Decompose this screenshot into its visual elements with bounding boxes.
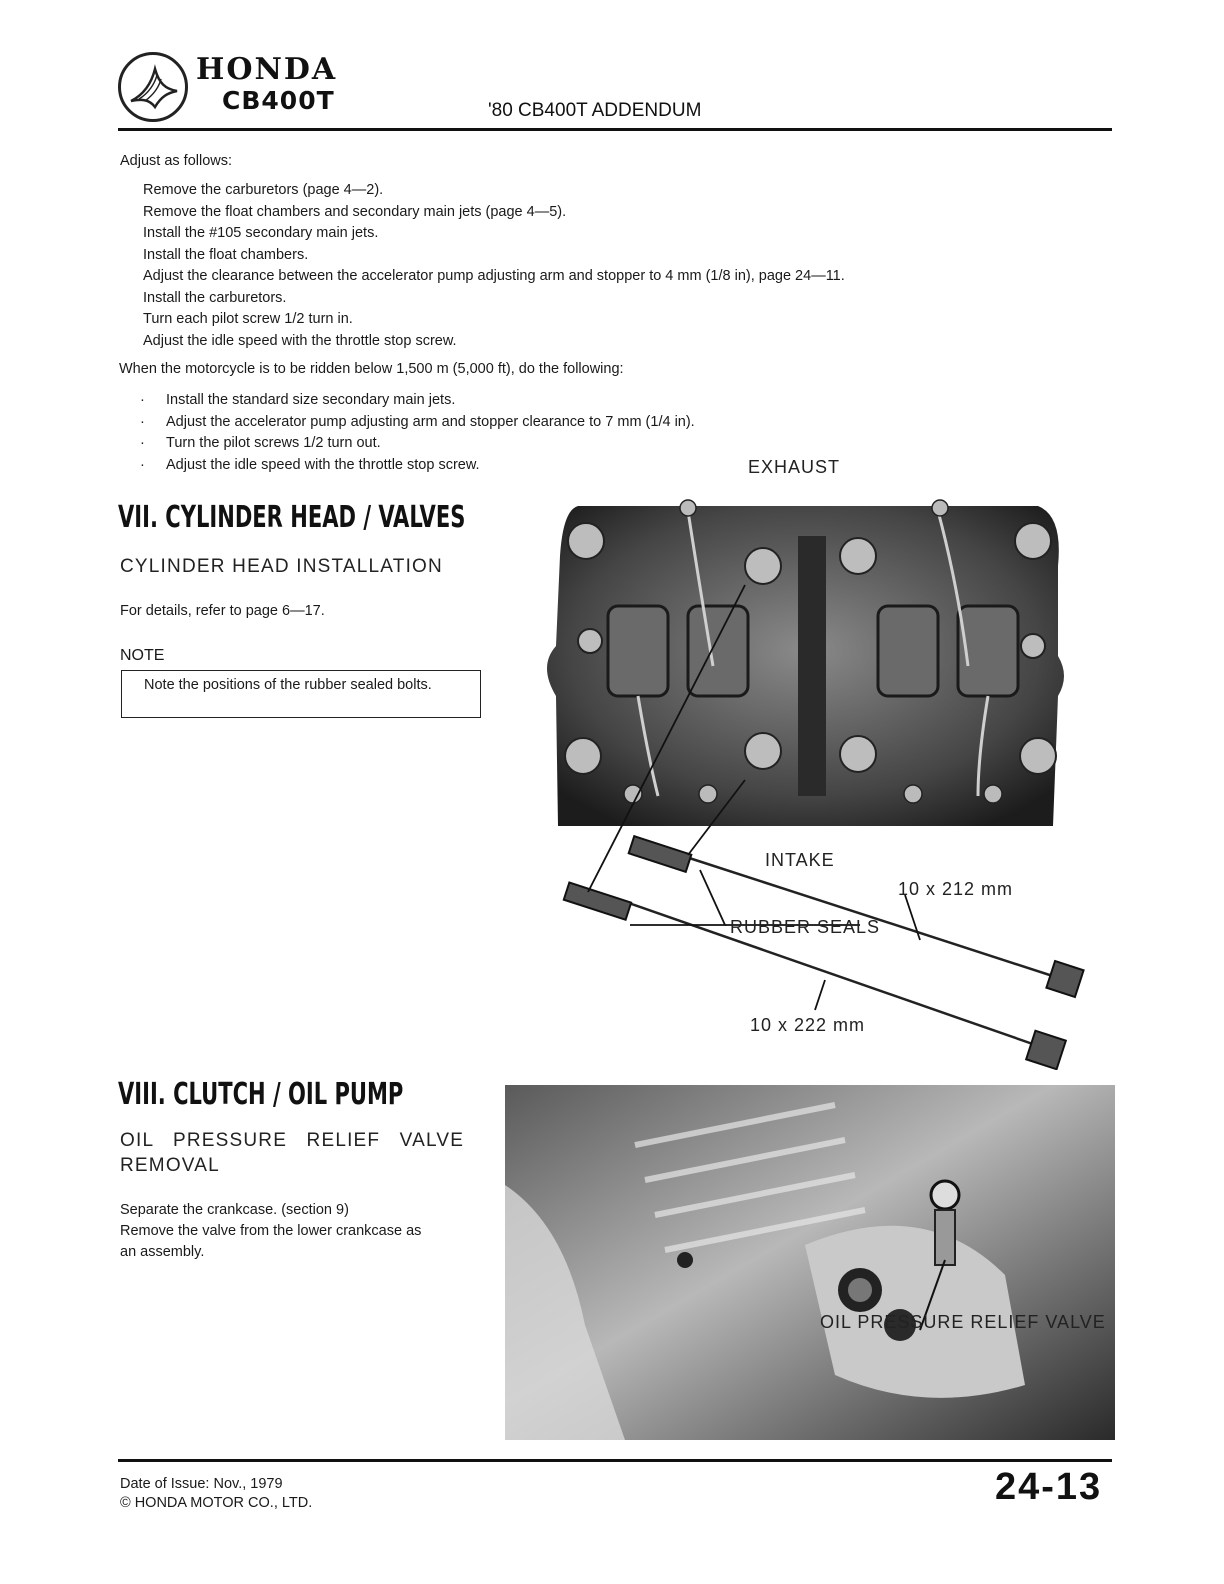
label-intake: INTAKE xyxy=(765,850,835,870)
list-item: · Adjust the accelerator pump adjusting arm and stopper clearance to 7 mm (1/4 in). xyxy=(140,413,695,430)
note-box: Note the positions of the rubber sealed bolts. xyxy=(121,670,481,718)
step-item: Remove the float chambers and secondary main jets (page 4—5). xyxy=(143,203,567,220)
brand-name: HONDA xyxy=(196,52,338,87)
page-number: 24-13 xyxy=(995,1466,1103,1508)
label-bolt-212mm: 10 x 212 mm xyxy=(898,879,1014,899)
model-name: CB400T xyxy=(222,86,335,115)
bolt-diagram xyxy=(560,570,1090,1070)
step-item: Turn each pilot screw 1/2 turn in. xyxy=(143,311,353,327)
low-altitude-list xyxy=(140,390,695,476)
instruction-line: Remove the valve from the lower crankcase as xyxy=(120,1223,422,1239)
step-item: Install the #105 secondary main jets. xyxy=(143,225,379,241)
intro-text: Adjust as follows: xyxy=(120,153,233,169)
list-item: · Turn the pilot screws 1/2 turn out. xyxy=(140,435,381,451)
label-rubber-seals: RUBBER SEALS xyxy=(730,917,881,937)
step-item: Install the float chambers. xyxy=(143,246,309,263)
instruction-line: Separate the crankcase. (section 9) xyxy=(120,1202,349,1218)
step-item: Install the carburetors. xyxy=(143,289,287,306)
label-exhaust: EXHAUST xyxy=(748,457,841,477)
copyright: © HONDA MOTOR CO., LTD. xyxy=(120,1495,313,1511)
instruction-line: an assembly. xyxy=(120,1244,205,1260)
low-altitude-intro: When the motorcycle is to be ridden below 1,500 m (5,000 ft), do the following: xyxy=(119,361,624,377)
footer-rule xyxy=(118,1459,1112,1462)
list-item: · Install the standard size secondary main jets. xyxy=(140,392,456,408)
note-label: NOTE xyxy=(120,647,165,664)
section-heading-cylinder-head: VII. CYLINDER HEAD / VALVES xyxy=(118,500,466,535)
honda-wing-logo xyxy=(118,52,188,122)
header-rule xyxy=(118,128,1112,131)
label-bolt-222mm: 10 x 222 mm xyxy=(750,1015,866,1035)
step-item: Remove the carburetors (page 4—2). xyxy=(143,182,384,198)
subheading-oil-pressure-relief-valve: OIL PRESSURE RELIEF VALVE xyxy=(120,1130,465,1151)
step-item: Adjust the clearance between the accelerator pump adjusting arm and stopper to 4 mm (1/8 in), page 24—11. xyxy=(143,268,845,284)
footer-info xyxy=(120,1475,312,1513)
issue-date: Date of Issue: Nov., 1979 xyxy=(120,1476,283,1492)
adjustment-steps xyxy=(143,180,845,352)
wing-icon xyxy=(121,55,185,119)
label-oil-pressure-relief-valve: OIL PRESSURE RELIEF VALVE xyxy=(820,1312,1106,1332)
subheading-removal: REMOVAL xyxy=(120,1155,220,1176)
list-item: · Adjust the idle speed with the throttle stop screw. xyxy=(140,456,480,473)
subheading-cylinder-head-installation: CYLINDER HEAD INSTALLATION xyxy=(120,556,443,577)
crankcase-photo xyxy=(505,1085,1115,1440)
detail-reference: For details, refer to page 6—17. xyxy=(120,603,325,619)
page-title: '80 CB400T ADDENDUM xyxy=(488,100,702,121)
section-heading-clutch-oil-pump: VIII. CLUTCH / OIL PUMP xyxy=(118,1077,404,1112)
step-item: Adjust the idle speed with the throttle stop screw. xyxy=(143,332,457,349)
